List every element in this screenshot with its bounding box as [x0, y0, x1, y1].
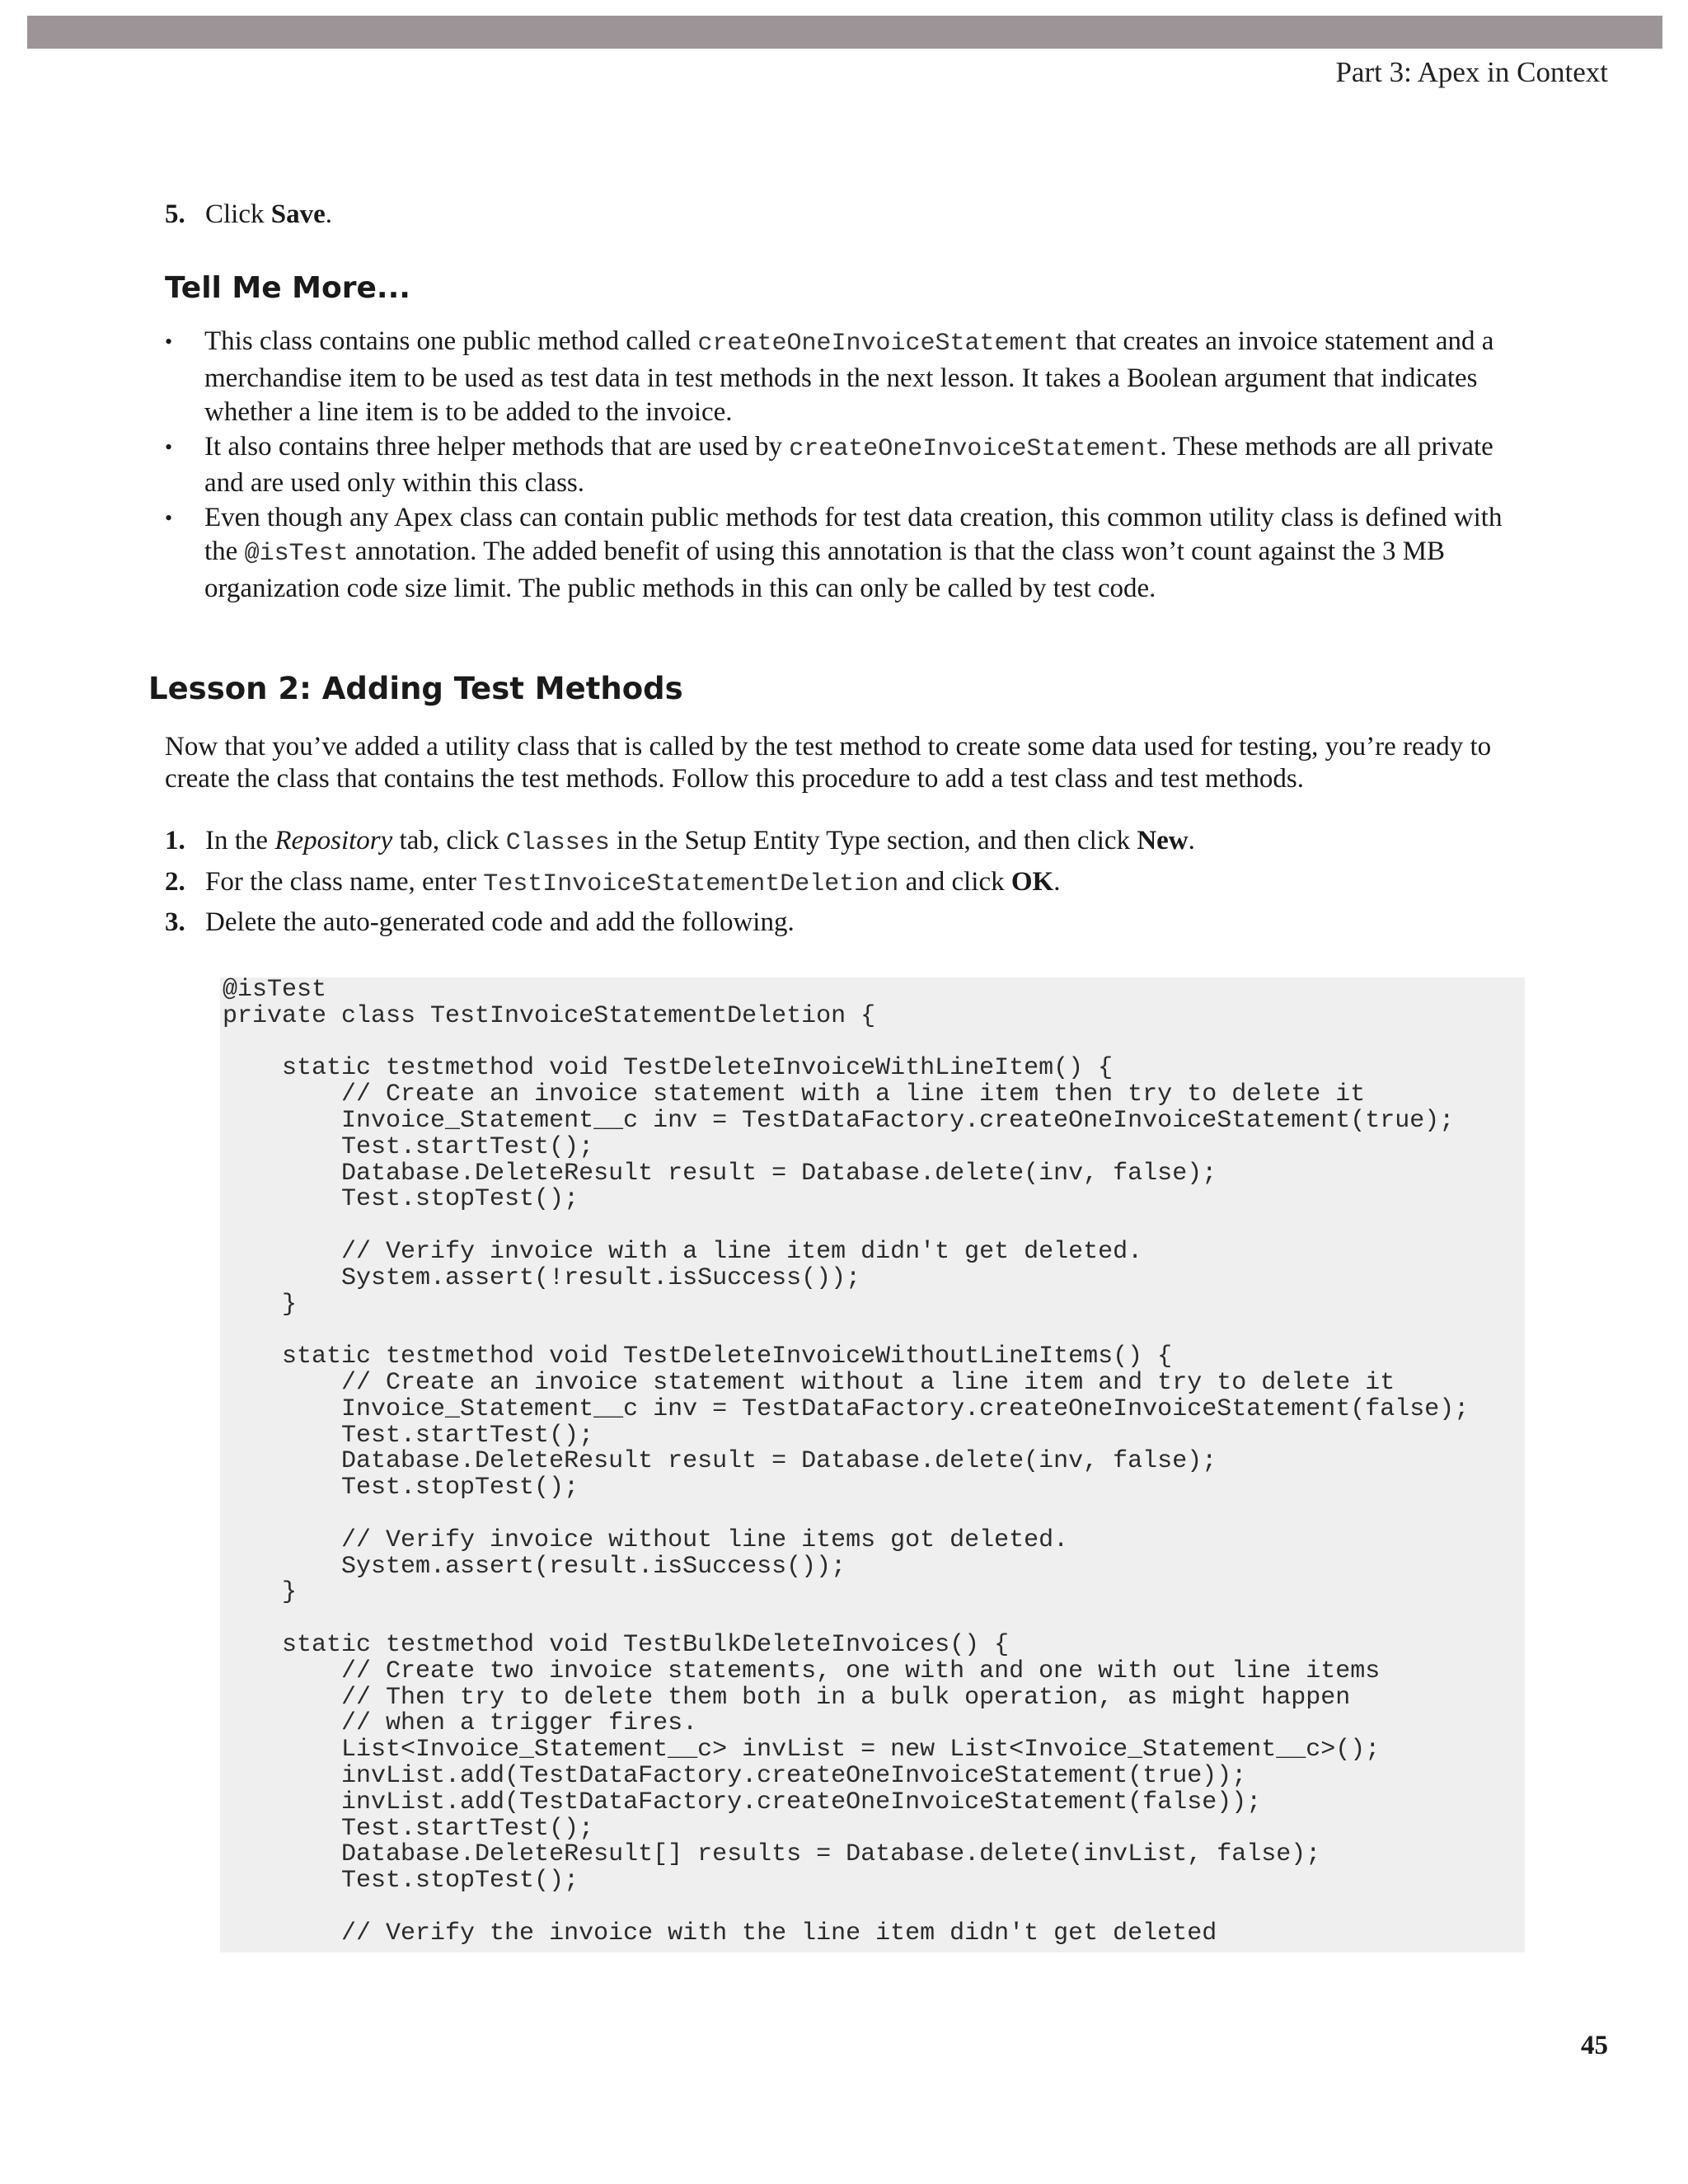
inline-code: createOneInvoiceStatement [789, 434, 1160, 463]
code-listing [220, 977, 1525, 1952]
save-label: Save [270, 199, 326, 229]
lesson-intro: Now that you’ve added a utility class that is called by the test method to create some data used for testing, you’re ready to create the class that contains the test methods. Follow this procedure to add a test class and test methods. [165, 732, 1492, 794]
inline-code: TestInvoiceStatementDeletion [483, 870, 899, 898]
tell-me-more-list [165, 325, 1537, 606]
tell-me-more-heading: Tell Me More... [165, 271, 410, 305]
bullet-icon: • [165, 505, 173, 530]
bullet-item: • This class contains one public method called createOneInvoiceStatement that creates an invoice statement and a merchandise item to be used as test data in test methods in the next lesson. It takes a Boolean argument that indicates whether a line item is to be added to the invoice. [165, 326, 1494, 427]
code-text: @isTest private class TestInvoiceStatementDeletion { static testmethod void TestDeleteInvoiceWithLineItem() { // Create an invoice statement with a line item then try to delete it Invoice_Statement__c inv = TestDataFactory.createOneInvoiceStatement(true); Test.startTest(); Database.DeleteResult result = Database.delete(inv, false); Test.stopTest(); // Verify invoice with a line item didn't get deleted. System.assert(!result.isSuccess()); } static testmethod void TestDeleteInvoiceWithoutLineItems() { // Create an invoice statement without a line item and try to delete it Invoice_Statement__c inv = TestDataFactory.createOneInvoiceStatement(false); Test.startTest(); Database.DeleteResult result = Database.delete(inv, false); Test.stopTest(); // Verify invoice without line items got deleted. System.assert(result.isSuccess()); } static testmethod void TestBulkDeleteInvoices() { // Create two invoice statements, one with and one with out line items // Then try to delete them both in a bulk operation, as might happen // when a trigger fires. List<Invoice_Statement__c> invList = new List<Invoice_Statement__c>(); invList.add(TestDataFactory.createOneInvoiceStatement(true)); invList.add(TestDataFactory.createOneInvoiceStatement(false)); Test.startTest(); Database.DeleteResult[] results = Database.delete(invList, false); Test.stopTest(); // Verify the invoice with the line item didn't get deleted [223, 977, 1470, 1947]
lesson-step-1: 1. In the Repository tab, click Classes in the Setup Entity Type section, and then click New. [165, 826, 1195, 857]
lesson-heading: Lesson 2: Adding Test Methods [148, 671, 683, 706]
inline-code: @isTest [244, 540, 349, 568]
header-bar [27, 16, 1662, 49]
bullet-item: • Even though any Apex class can contain public methods for test data creation, this common utility class is defined with the @isTest annotation. The added benefit of using this annotation is that the class won’t count against the 3 MB organization code size limit. The public methods in this can only be called by test code. [165, 502, 1503, 603]
lesson-step-3: 3. Delete the auto-generated code and add the following. [165, 907, 795, 937]
bullet-icon: • [165, 330, 173, 354]
step-5: 5. Click Save. [165, 199, 332, 229]
inline-code: createOneInvoiceStatement [697, 330, 1069, 358]
running-head: Part 3: Apex in Context [1335, 56, 1608, 88]
page-number: 45 [1581, 2031, 1608, 2060]
inline-code: Classes [505, 829, 610, 857]
bullet-icon: • [165, 434, 173, 459]
lesson-step-2: 2. For the class name, enter TestInvoiceStatementDeletion and click OK. [165, 867, 1061, 898]
step-number: 5. [165, 199, 185, 229]
step-number: 2. [165, 867, 185, 897]
step-number: 3. [165, 907, 185, 937]
step-number: 1. [165, 826, 185, 855]
bullet-item: • It also contains three helper methods that are used by createOneInvoiceStatement. These methods are all private and are used only within this class. [165, 431, 1493, 498]
